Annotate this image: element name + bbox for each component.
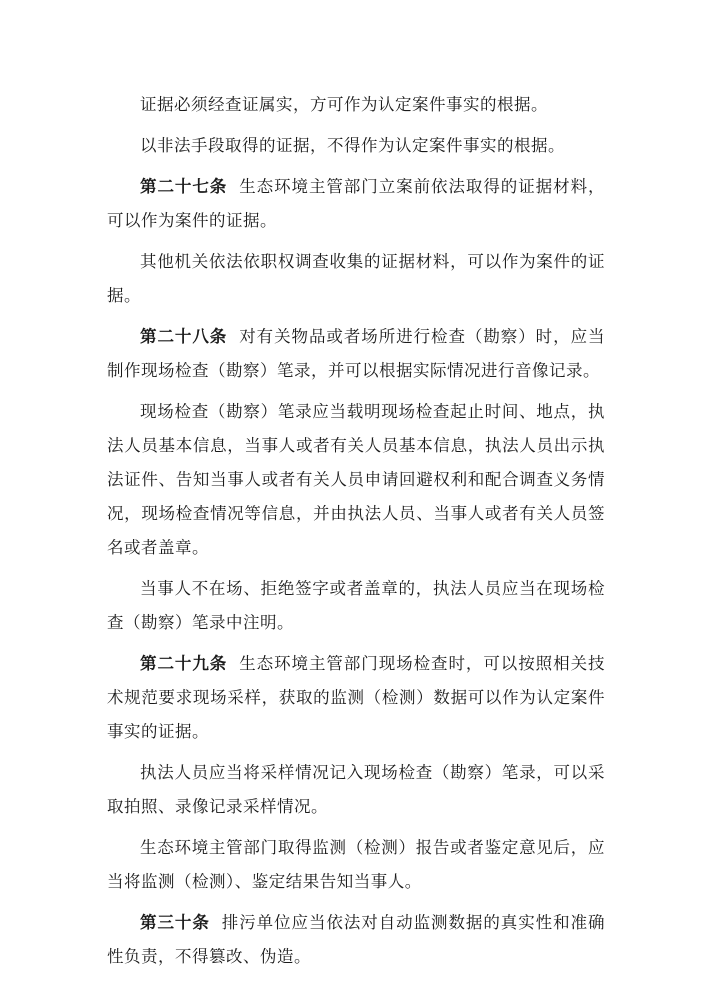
paragraph-text: 生态环境主管部门现场检查时，可以按照相关技术规范要求现场采样，获取的监测（检测）数据可以作为认定案件事实的证据。: [107, 654, 606, 741]
paragraph: [107, 395, 605, 565]
paragraph-text: 证据必须经查证属实，方可作为认定案件事实的根据。: [140, 95, 548, 114]
article-number: 第三十条: [140, 913, 210, 932]
paragraph-text: 生态环境主管部门立案前依法取得的证据材料，可以作为案件的证据。: [107, 177, 606, 230]
paragraph: [107, 756, 605, 824]
paragraph-text: 执法人员应当将采样情况记入现场检查（勘察）笔录，可以采取拍照、录像记录采样情况。: [107, 763, 605, 816]
paragraph-article-28: [107, 320, 605, 388]
paragraph-text: 生态环境主管部门取得监测（检测）报告或者鉴定意见后，应当将监测（检测）、鉴定结果告知当事人。: [107, 838, 605, 891]
paragraph-article-27: [107, 170, 605, 238]
paragraph-text: 以非法手段取得的证据，不得作为认定案件事实的根据。: [140, 136, 565, 155]
paragraph: [107, 129, 605, 163]
paragraph-text: 其他机关依法依职权调查收集的证据材料，可以作为案件的证据。: [107, 252, 605, 305]
paragraph-article-29: [107, 647, 605, 749]
paragraph: [107, 831, 605, 899]
article-number: 第二十八条: [140, 327, 228, 346]
paragraph-text: 当事人不在场、拒绝签字或者盖章的，执法人员应当在现场检查（勘察）笔录中注明。: [107, 579, 605, 632]
paragraph: [107, 572, 605, 640]
paragraph: [107, 245, 605, 313]
paragraph-article-30: [107, 906, 605, 974]
paragraph-text: 现场检查（勘察）笔录应当载明现场检查起止时间、地点，执法人员基本信息，当事人或者有关人员基本信息，执法人员出示执法证件、告知当事人或者有关人员申请回避权利和配合调查义务情况，现场检查情况等信息，并由执法人员、当事人或者有关人员签名或者盖章。: [107, 402, 605, 557]
paragraph-text: 排污单位应当依法对自动监测数据的真实性和准确性负责，不得篡改、伪造。: [107, 913, 606, 966]
document-body: [107, 88, 605, 981]
paragraph-text: 对有关物品或者场所进行检查（勘察）时，应当制作现场检查（勘察）笔录，并可以根据实际情况进行音像记录。: [107, 327, 606, 380]
article-number: 第二十七条: [140, 177, 228, 196]
paragraph: [107, 88, 605, 122]
article-number: 第二十九条: [140, 654, 228, 673]
